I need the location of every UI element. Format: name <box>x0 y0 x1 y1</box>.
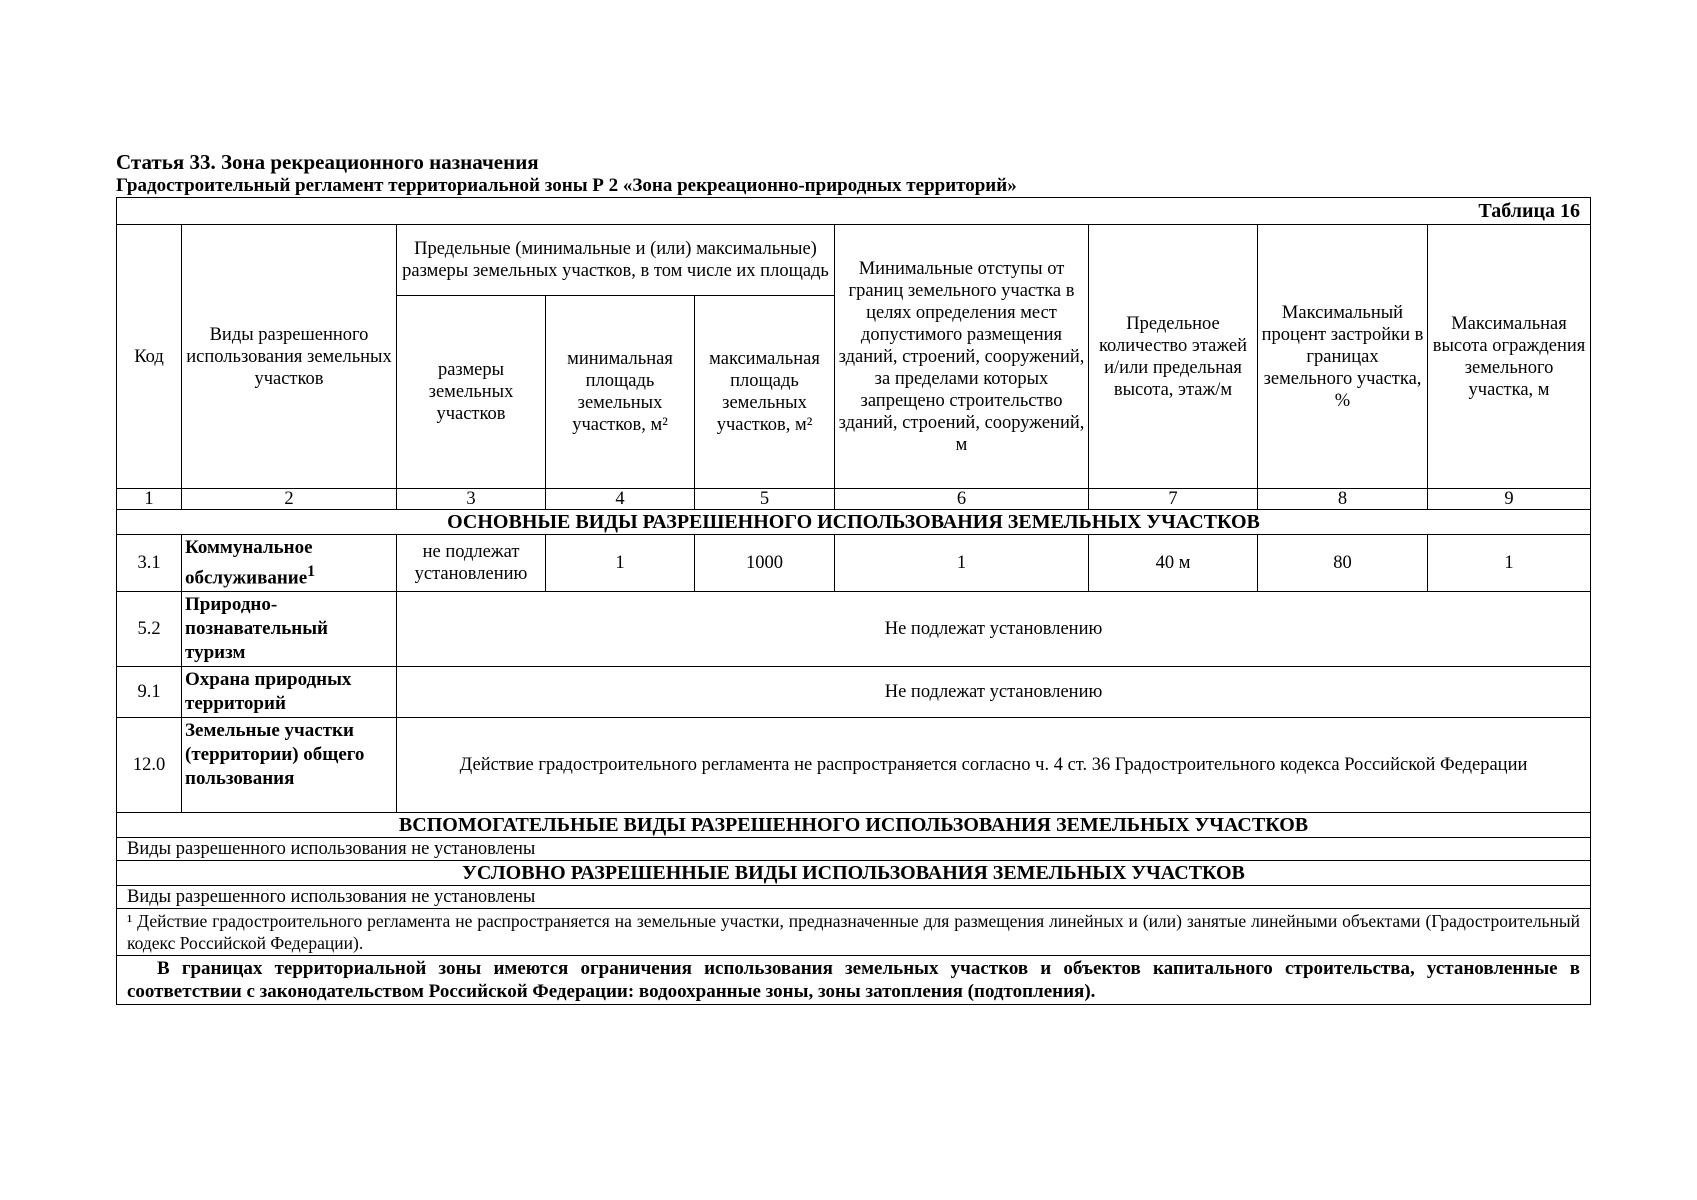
header-fence: Максимальная высота ограждения земельного участка, м <box>1428 225 1591 489</box>
header-use-types: Виды разрешенного использования земельных участков <box>182 225 397 489</box>
table-row <box>117 667 1591 718</box>
row-merged-value: Действие градостроительного регламента не распространяется согласно ч. 4 ст. 36 Градостроительного кодекса Российской Федерации <box>397 718 1591 813</box>
row-use-name: Охрана природных территорий <box>182 667 397 718</box>
main-section-heading: ОСНОВНЫЕ ВИДЫ РАЗРЕШЕННОГО ИСПОЛЬЗОВАНИЯ ЗЕМЕЛЬНЫХ УЧАСТКОВ <box>117 510 1591 535</box>
table-row <box>117 718 1591 813</box>
header-setbacks: Минимальные отступы от границ земельного участка в целях определения мест допустимого размещения зданий, строений, сооружений, за пределами которых запрещено строительство зданий, строений, сооружений, м <box>835 225 1089 489</box>
header-coverage: Максимальный процент застройки в границах земельного участка, % <box>1258 225 1428 489</box>
header-plot-sizes: размеры земельных участков <box>397 296 546 489</box>
row-use-name: Земельные участки (территории) общего пользования <box>182 718 397 813</box>
column-number: 8 <box>1258 489 1428 510</box>
header-max-area: максимальная площадь земельных участков, м² <box>695 296 835 489</box>
column-number: 4 <box>546 489 695 510</box>
document <box>116 150 1590 1005</box>
row-fence: 1 <box>1428 535 1591 592</box>
row-code: 5.2 <box>117 592 182 667</box>
regulation-table <box>116 197 1591 1005</box>
table-label: Таблица 16 <box>117 198 1591 225</box>
footnote: ¹ Действие градостроительного регламента не распространяется на земельные участки, предназначенные для размещения линейных и (или) занятые линейными объектами (Градостроительный кодекс Российской Федерации). <box>117 909 1591 956</box>
row-merged-value: Не подлежат установлению <box>397 592 1591 667</box>
row-coverage: 80 <box>1258 535 1428 592</box>
aux-section-heading: ВСПОМОГАТЕЛЬНЫЕ ВИДЫ РАЗРЕШЕННОГО ИСПОЛЬЗОВАНИЯ ЗЕМЕЛЬНЫХ УЧАСТКОВ <box>117 813 1591 838</box>
table-row <box>117 535 1591 592</box>
column-number: 3 <box>397 489 546 510</box>
regulation-title: Градостроительный регламент территориальной зоны Р 2 «Зона рекреационно-природных территорий» <box>116 175 1017 196</box>
footnote-marker: 1 <box>307 563 316 580</box>
column-number: 5 <box>695 489 835 510</box>
row-min-area: 1 <box>546 535 695 592</box>
row-floors: 40 м <box>1089 535 1258 592</box>
header-floors: Предельное количество этажей и/или предельная высота, этаж/м <box>1089 225 1258 489</box>
column-number: 6 <box>835 489 1089 510</box>
article-title: Статья 33. Зона рекреационного назначения <box>116 150 539 174</box>
header-code: Код <box>117 225 182 489</box>
column-number: 7 <box>1089 489 1258 510</box>
row-use-name: Коммунальное обслуживание$^1$ <box>182 535 397 592</box>
row-use-name: Природно-познавательный туризм <box>182 592 397 667</box>
row-code: 9.1 <box>117 667 182 718</box>
row-merged-value: Не подлежат установлению <box>397 667 1591 718</box>
row-code: 12.0 <box>117 718 182 813</box>
row-code: 3.1 <box>117 535 182 592</box>
row-setback: 1 <box>835 535 1089 592</box>
table-row <box>117 592 1591 667</box>
column-number: 2 <box>182 489 397 510</box>
header-min-area: минимальная площадь земельных участков, м² <box>546 296 695 489</box>
conditional-section-text: Виды разрешенного использования не установлены <box>117 886 1591 909</box>
column-number: 1 <box>117 489 182 510</box>
restriction-note: В границах территориальной зоны имеются ограничения использования земельных участков и объектов капитального строительства, установленные в соответствии с законодательством Российской Федерации: водоохранные зоны, зоны затопления (подтопления). <box>117 956 1591 1005</box>
column-number: 9 <box>1428 489 1591 510</box>
header-plot-size-group: Предельные (минимальные и (или) максимальные) размеры земельных участков, в том числе их площадь <box>397 225 835 296</box>
row-max-area: 1000 <box>695 535 835 592</box>
conditional-section-heading: УСЛОВНО РАЗРЕШЕННЫЕ ВИДЫ ИСПОЛЬЗОВАНИЯ ЗЕМЕЛЬНЫХ УЧАСТКОВ <box>117 861 1591 886</box>
aux-section-text: Виды разрешенного использования не установлены <box>117 838 1591 861</box>
row-plot-sizes: не подлежат установлению <box>397 535 546 592</box>
